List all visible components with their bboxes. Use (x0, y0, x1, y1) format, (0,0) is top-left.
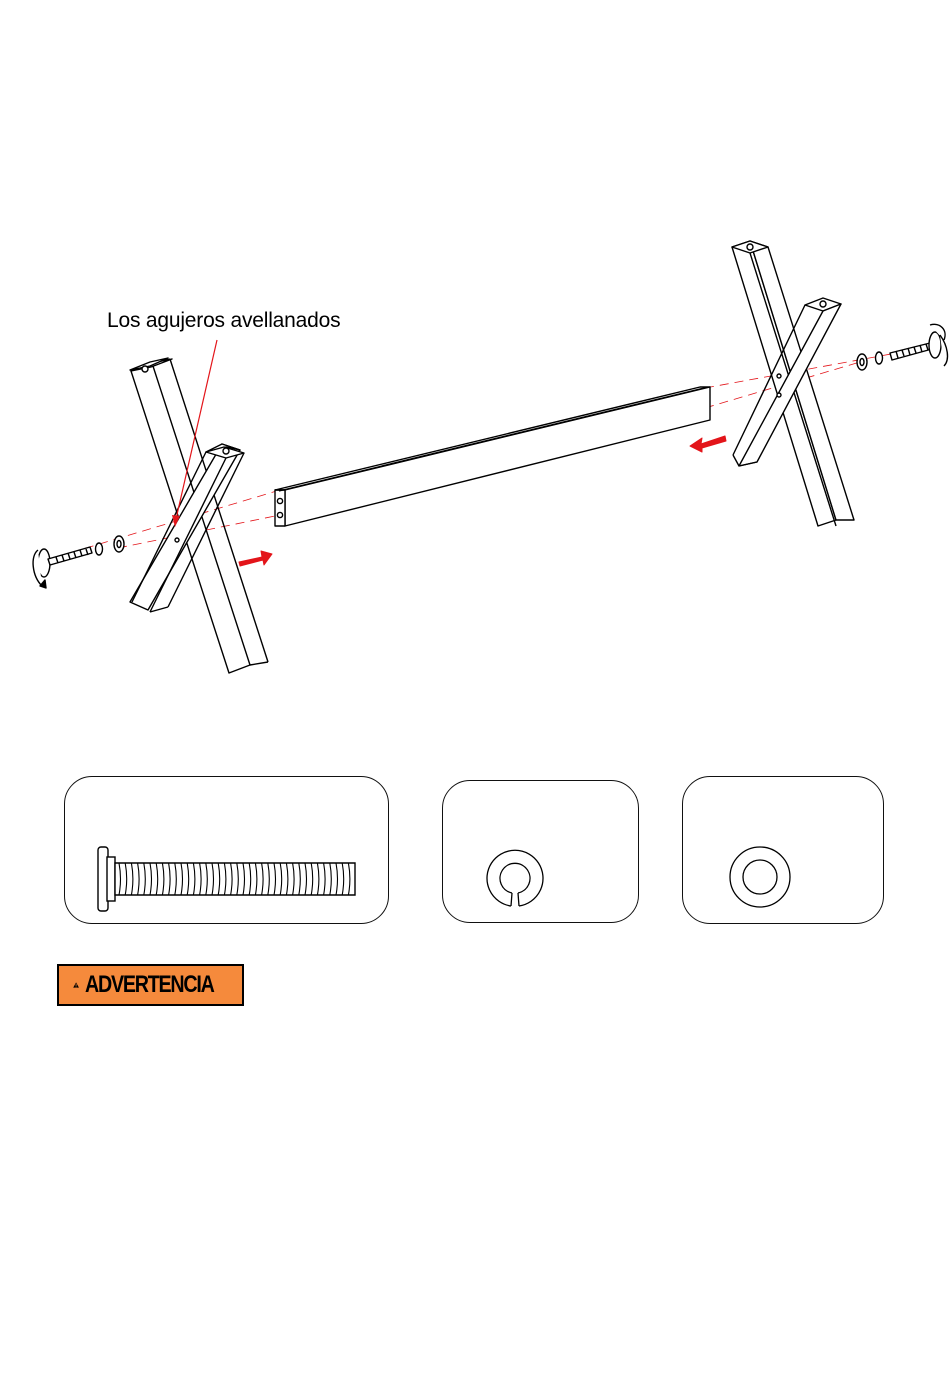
left-x-leg (130, 358, 268, 673)
warning-badge (57, 964, 244, 1006)
arrow-left-icon (690, 436, 726, 452)
right-bolt (890, 324, 947, 366)
arrow-right-icon (239, 551, 272, 566)
flat-washer-part-box (682, 776, 884, 924)
bolt-part-box (64, 776, 389, 924)
warning-label: ADVERTENCIA (85, 971, 214, 998)
right-x-leg (732, 241, 854, 526)
flat-washer-icon (683, 777, 885, 925)
bolt-icon (65, 777, 390, 925)
warning-triangle-icon (73, 972, 79, 998)
lock-washer-icon (443, 781, 640, 924)
countersunk-holes-label: Los agujeros avellanados (107, 309, 341, 332)
lock-washer-part-box (442, 780, 639, 923)
center-rail (275, 387, 710, 526)
left-bolt (33, 547, 92, 588)
